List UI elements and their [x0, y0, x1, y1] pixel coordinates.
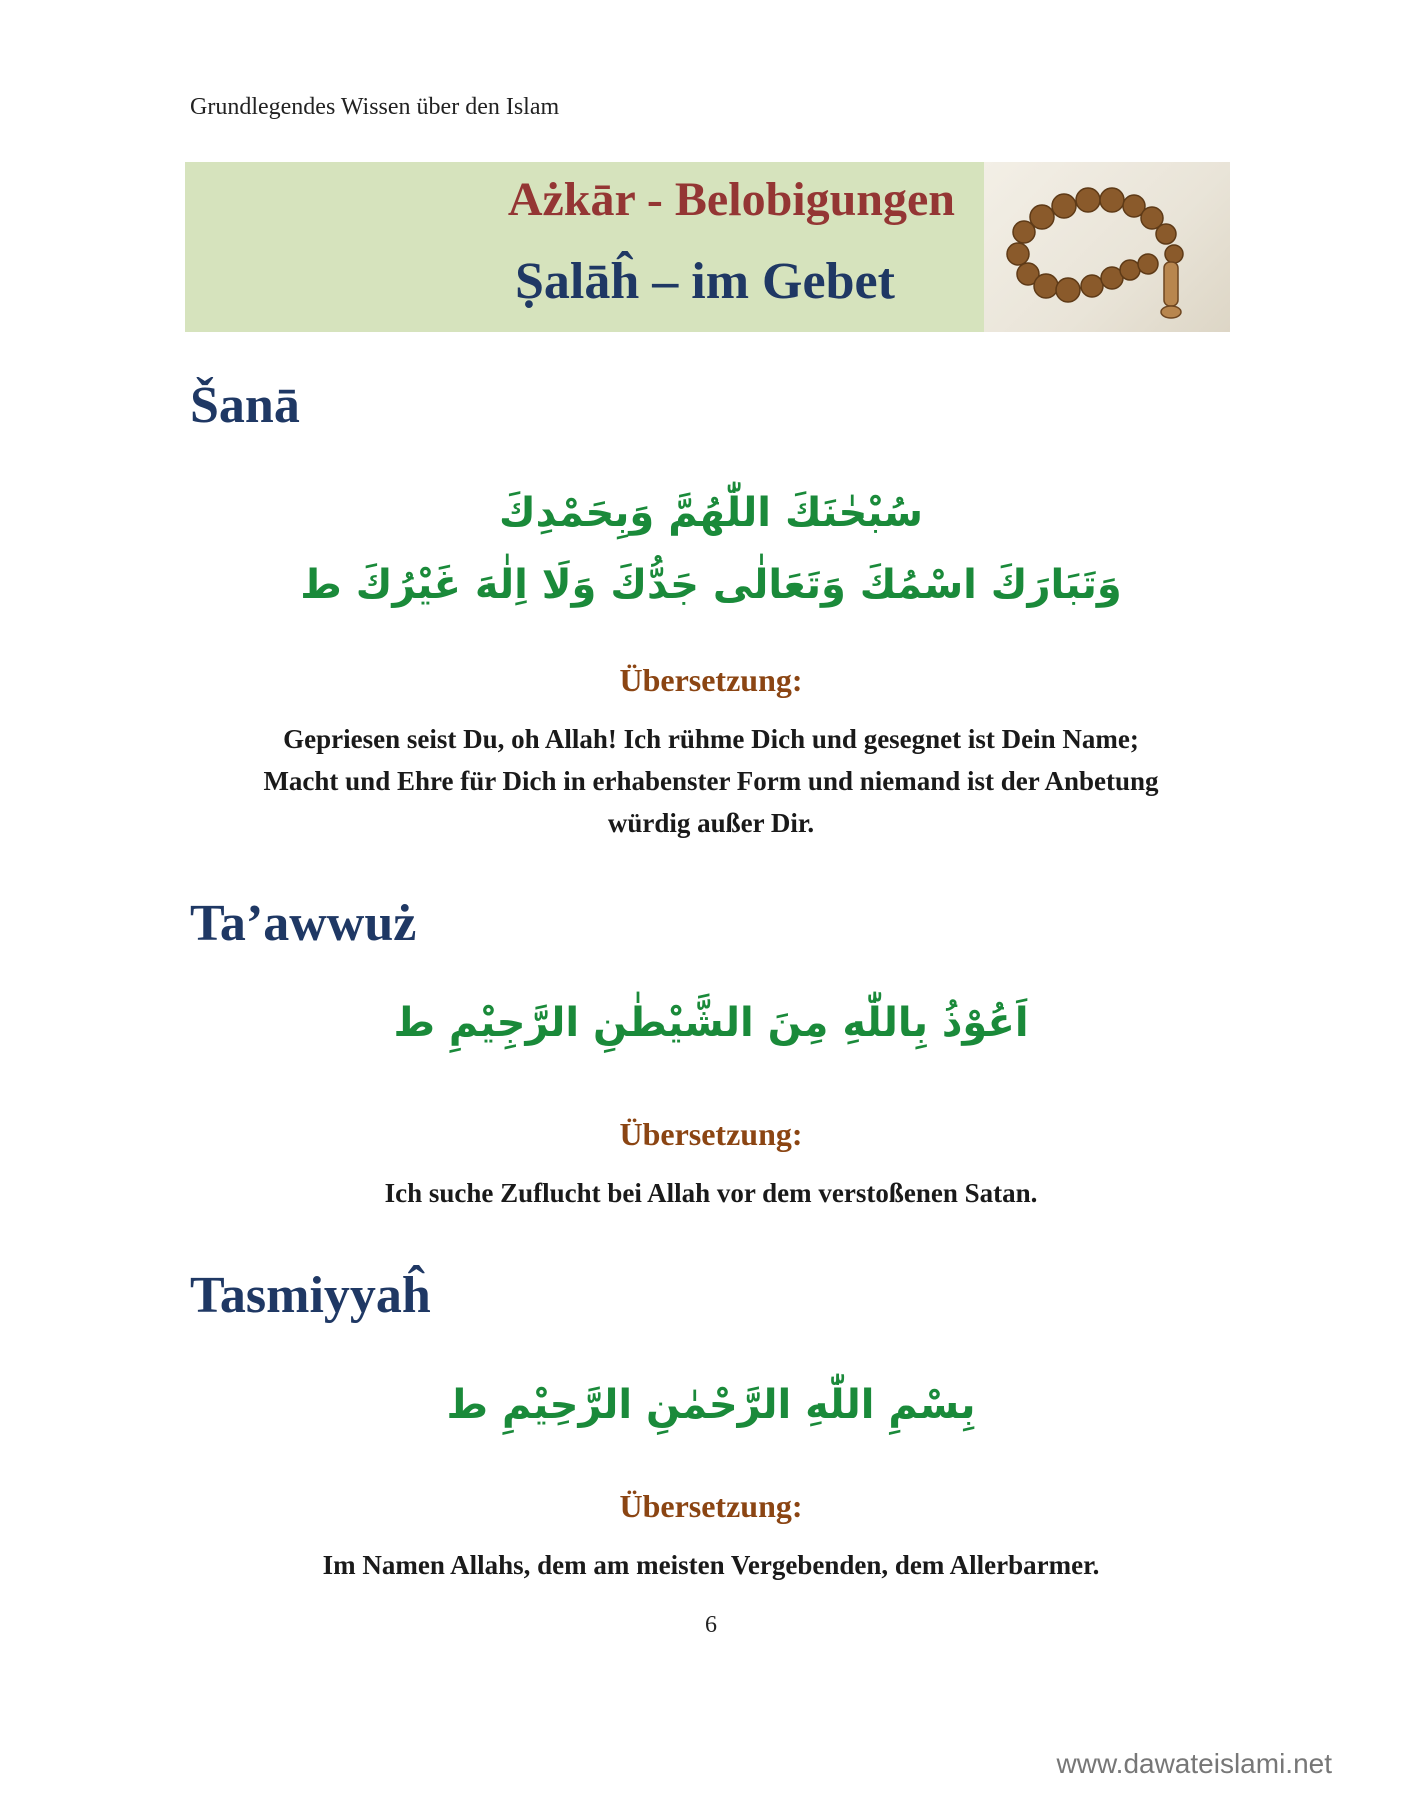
prayer-beads-illustration — [984, 162, 1230, 332]
watermark: www.dawateislami.net — [1056, 1748, 1332, 1779]
title-banner — [185, 162, 1230, 332]
banner-title: Ażkār - Belobigungen — [507, 173, 955, 226]
translation-line: Im Namen Allahs, dem am meisten Vergebenden, dem Allerbarmer. — [322, 1550, 1100, 1580]
arabic-text-line: بِسْمِ اللّٰهِ الرَّحْمٰنِ الرَّحِيْمِ ط — [446, 1382, 976, 1428]
running-header: Grundlegendes Wissen über den Islam — [190, 94, 560, 120]
section-heading-taawwuz: Ta’awwuż — [190, 895, 417, 952]
banner-text-panel — [185, 162, 985, 332]
translation-label: Übersetzung: — [619, 1116, 803, 1152]
translation-label: Übersetzung: — [619, 1488, 803, 1524]
translation-line: würdig außer Dir. — [607, 808, 815, 838]
arabic-text-line: وَتَبَارَكَ اسْمُكَ وَتَعَالٰى جَدُّكَ وَلَا اِلٰهَ غَيْرُكَ ط — [300, 562, 1122, 608]
translation-label: Übersetzung: — [619, 662, 803, 698]
translation-line: Ich suche Zuflucht bei Allah vor dem verstoßenen Satan. — [384, 1178, 1038, 1208]
prayer-beads-icon — [984, 162, 1230, 332]
translation-line: Gepriesen seist Du, oh Allah! Ich rühme Dich und gesegnet ist Dein Name; — [283, 724, 1139, 754]
arabic-text-line: سُبْحٰنَكَ اللّٰهُمَّ وَبِحَمْدِكَ — [498, 490, 924, 536]
arabic-text-line: اَعُوْذُ بِاللّٰهِ مِنَ الشَّيْطٰنِ الرَّجِيْمِ ط — [393, 1000, 1029, 1046]
translation-line: Macht und Ehre für Dich in erhabenster Form und niemand ist der Anbetung — [263, 766, 1159, 796]
translation-text — [200, 718, 1222, 844]
section-heading-sana: Šanā — [190, 377, 300, 434]
banner-subtitle: Ṣalāĥ – im Gebet — [515, 253, 895, 310]
translation-text — [200, 1544, 1222, 1586]
page-number: 6 — [705, 1612, 717, 1638]
translation-text — [200, 1172, 1222, 1214]
section-heading-tasmiyyah: Tasmiyyaĥ — [190, 1267, 431, 1324]
